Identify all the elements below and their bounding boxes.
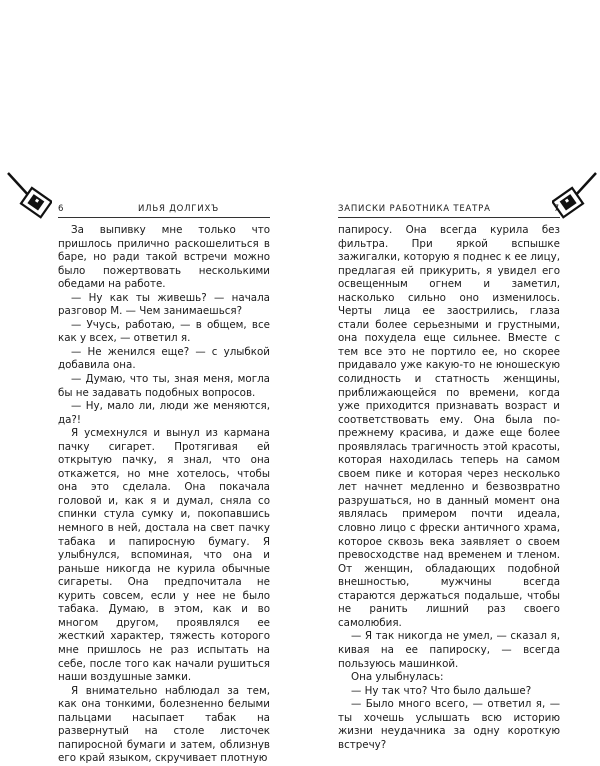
paragraph: — Учусь, работаю, — в общем, все как у всех, — ответил я. [58, 318, 270, 345]
paragraph: Я усмехнулся и вынул из кармана пачку сигарет. Протягивая ей открытую пачку, я знал, что она откажется, но мне хотелось, чтобы она это сделала. Она покачала головой и, как я и думал, сняла со спинки стула сумку и, покопавшись немного в ней, достала на свет пачку табака и папиросную бумагу. Я улыбнулся, вспоминая, что она и раньше никогда не курила обычные сигареты. Она предпочитала не курить совсем, если у нее не было табака. Думаю, в этом, как и во многом другом, проявлялся ее жесткий характер, тяжесть которого мне пришлось не раз испытать на себе, после того как начали рушиться наши воздушные замки. [58, 427, 270, 684]
body-text [338, 224, 560, 752]
paragraph: папиросу. Она всегда курила без фильтра. При яркой вспышке зажигалки, которую я поднес к ее лицу, предлагая ей прикурить, я увидел его освещенным огнем и заметил, насколько сильно оно изменилось. Черты лица ее заострились, глаза стали более серьезными и грустными, она похудела еще сильнее. Вместе с тем все это не портило ее, но скорее придавало уже какую-то не юношескую солидность и статность женщины, приближающейся по времени, когда уже приходится признавать возраст и соответствовать ему. Она была по-прежнему красива, и даже еще более проявлялась трагичность этой красоты, которая находилась теперь на самом своем пике и которая через несколько лет начнет медленно и безвозвратно разрушаться, но в данный момент она являлась примером почти идеала, словно лицо с фрески античного храма, которое сквозь века заявляет о своем превосходстве над временем и тленом. От женщин, обладающих подобной внешностью, мужчины всегда стараются держаться подальше, чтобы не ранить лишний раз своего самолюбия. [338, 224, 560, 629]
running-head-title: ИЛЬЯ ДОЛГИХЪ [138, 204, 219, 214]
paragraph: — Было много всего, — ответил я, — ты хочешь услышать всю историю жизни неудачника за одну короткую встречу? [338, 698, 560, 751]
body-text [58, 224, 270, 766]
paragraph: — Не женился еще? — с улыбкой добавила она. [58, 345, 270, 372]
paragraph: — Я так никогда не умел, — сказал я, кивая на ее папироску, — всегда пользуюсь машинкой. [338, 630, 560, 670]
page-number: 6 [58, 204, 65, 214]
paragraph: — Думаю, что ты, зная меня, могла бы не задавать подобных вопросов. [58, 373, 270, 399]
paragraph: — Ну как ты живешь? — начала разговор М. — Чем занимаешься? [58, 291, 270, 318]
running-header [338, 204, 560, 218]
left-page [0, 0, 300, 765]
spotlight-icon [6, 171, 52, 221]
paragraph: — Ну так что? Что было дальше? [351, 684, 532, 697]
running-header [58, 204, 270, 218]
running-head-title: ЗАПИСКИ РАБОТНИКА ТЕАТРА [338, 204, 491, 214]
right-page [300, 0, 600, 750]
page-number: 7 [553, 204, 560, 214]
paragraph: За выпивку мне только что пришлось прилично раскошелиться в баре, но ради такой встречи можно было пожертвовать несколькими обедами на работе. [58, 224, 270, 291]
paragraph: Она улыбнулась: [351, 671, 444, 684]
paragraph: — Ну, мало ли, люди же меняются, да?! [58, 400, 270, 426]
paragraph: Я внимательно наблюдал за тем, как она тонкими, болезненно белыми пальцами насыпает табак на развернутый на столе листочек папиросной бумаги и затем, облизнув его край языком, скручивает плотную [58, 684, 270, 765]
